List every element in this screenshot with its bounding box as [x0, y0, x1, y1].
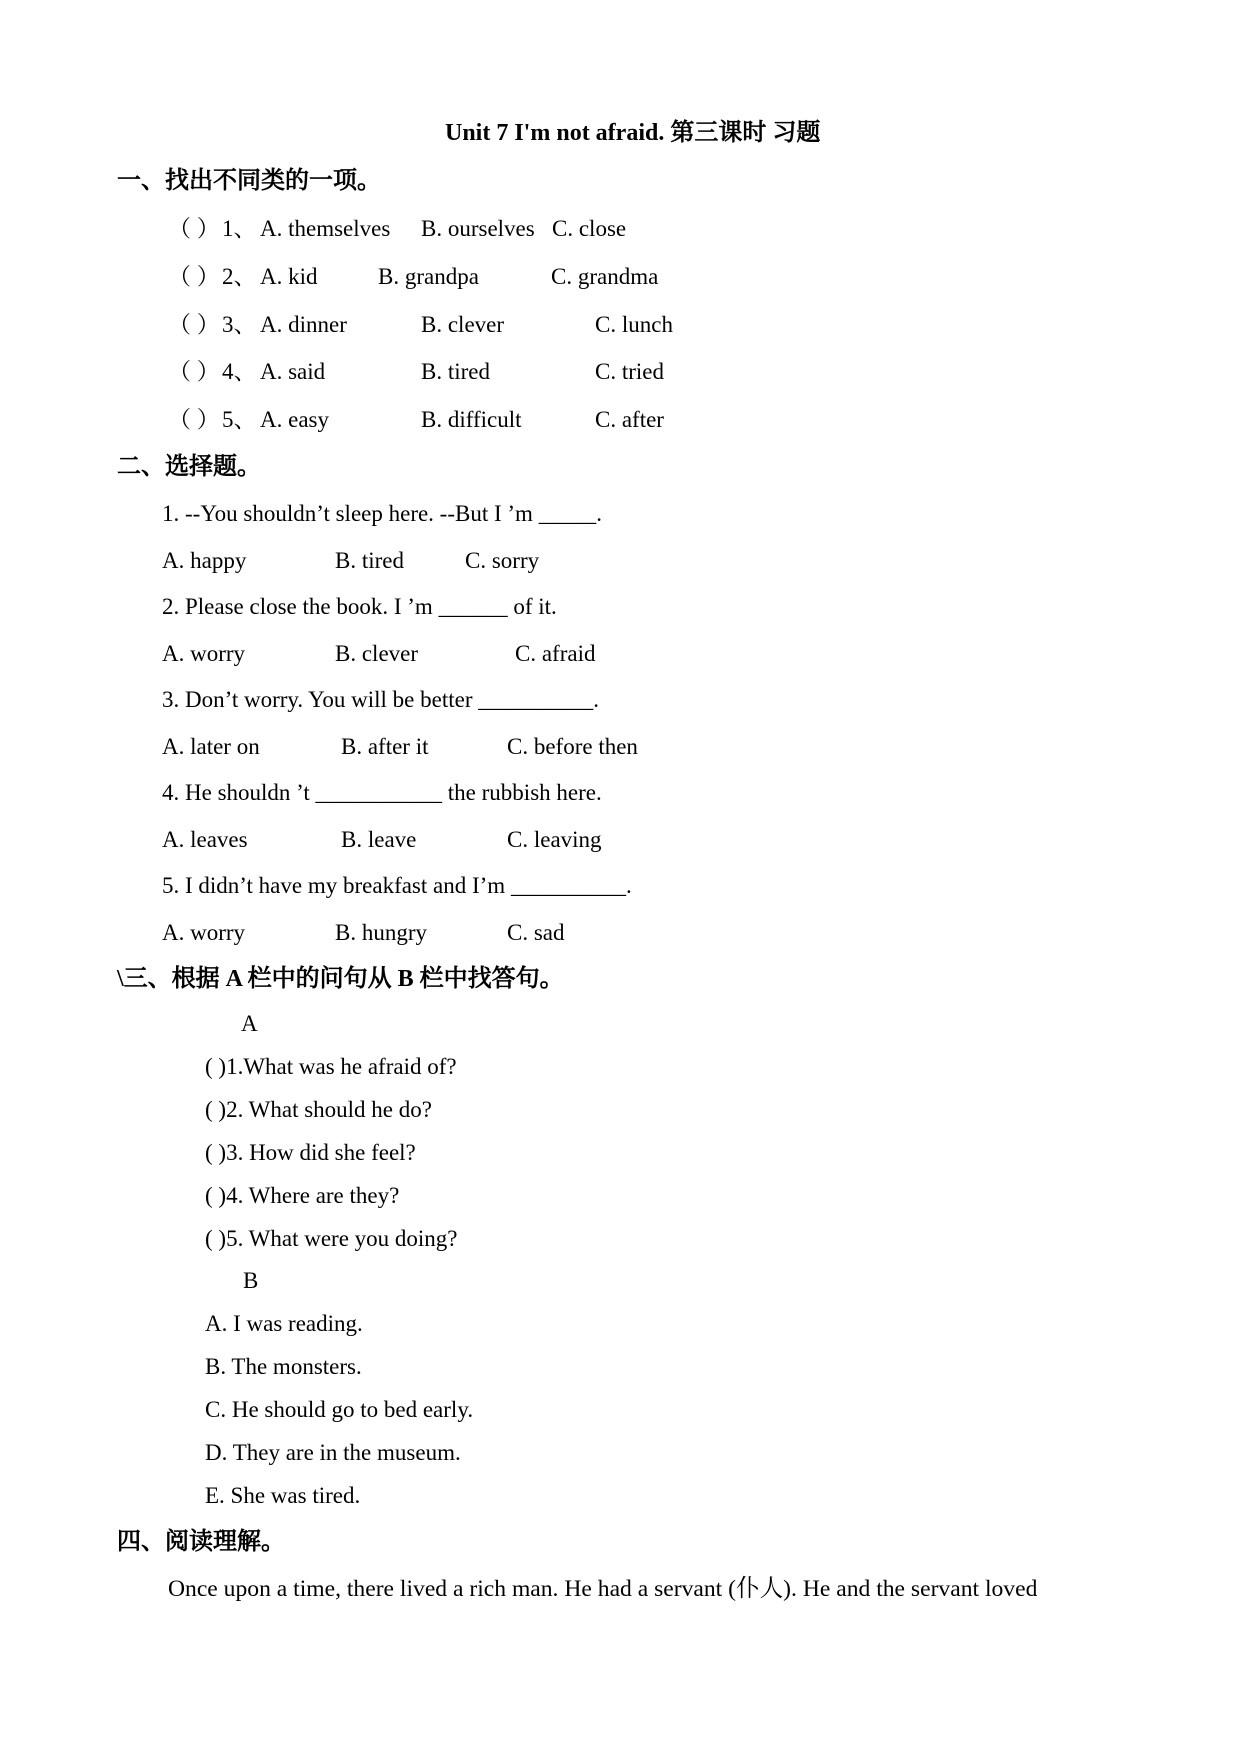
column-b-label: B: [243, 1268, 259, 1293]
item-number: 2、: [222, 264, 257, 289]
match-question-5: ( )5. What were you doing?: [205, 1226, 458, 1251]
page-title: Unit 7 I'm not afraid. 第三课时 习题: [445, 120, 821, 146]
section-4-heading: 四、阅读理解。: [117, 1529, 285, 1555]
match-question-3: ( )3. How did she feel?: [205, 1140, 416, 1165]
match-question-2: ( )2. What should he do?: [205, 1097, 432, 1122]
option-b: B. tired: [335, 548, 404, 573]
option-a: A. said: [260, 359, 326, 384]
s2-question-3: 3. Don’t worry. You will be better __________.: [162, 687, 599, 712]
option-b: B. grandpa: [378, 264, 479, 289]
item-number: 1、: [222, 216, 257, 241]
answer-bracket[interactable]: （ ）: [168, 407, 220, 432]
option-b: B. tired: [421, 359, 490, 384]
option-b: B. clever: [421, 312, 505, 337]
s2-question-2: 2. Please close the book. I ’m ______ of it.: [162, 594, 557, 619]
option-c: C. before then: [507, 734, 638, 759]
reading-paragraph: Once upon a time, there lived a rich man. He had a servant (仆人). He and the servant loved: [168, 1576, 1038, 1602]
option-c: C. tried: [595, 359, 664, 384]
option-c: C. close: [552, 216, 627, 241]
answer-bracket[interactable]: （ ）: [168, 359, 220, 384]
option-b: B. clever: [335, 641, 419, 666]
section-1-heading: 一、找出不同类的一项。: [117, 168, 381, 194]
answer-bracket[interactable]: （ ）: [168, 264, 220, 289]
match-answer-a: A. I was reading.: [205, 1311, 363, 1336]
option-a: A. themselves: [260, 216, 391, 241]
option-c: C. lunch: [595, 312, 673, 337]
option-a: A. easy: [260, 407, 329, 432]
option-b: B. leave: [341, 827, 417, 852]
s2-question-4: 4. He shouldn ’t ___________ the rubbish here.: [162, 780, 602, 805]
option-c: C. leaving: [507, 827, 602, 852]
column-a-label: A: [241, 1011, 258, 1036]
option-c: C. sorry: [465, 548, 540, 573]
match-question-1: ( )1.What was he afraid of?: [205, 1054, 457, 1079]
section-2-heading: 二、选择题。: [117, 454, 261, 480]
option-b: B. ourselves: [421, 216, 535, 241]
match-question-4: ( )4. Where are they?: [205, 1183, 400, 1208]
option-c: C. grandma: [551, 264, 659, 289]
option-b: B. difficult: [421, 407, 522, 432]
match-answer-e: E. She was tired.: [205, 1483, 361, 1508]
match-answer-d: D. They are in the museum.: [205, 1440, 461, 1465]
option-a: A. later on: [162, 734, 260, 759]
option-b: B. hungry: [335, 920, 427, 945]
s2-question-1: 1. --You shouldn’t sleep here. --But I ’m _____.: [162, 501, 602, 526]
section-3-heading: \三、根据 A 栏中的问句从 B 栏中找答句。: [117, 966, 564, 992]
option-a: A. kid: [260, 264, 318, 289]
item-number: 5、: [222, 407, 257, 432]
option-a: A. worry: [162, 641, 246, 666]
option-c: C. afraid: [515, 641, 596, 666]
match-answer-c: C. He should go to bed early.: [205, 1397, 474, 1422]
s2-question-5: 5. I didn’t have my breakfast and I’m __________.: [162, 873, 632, 898]
item-number: 3、: [222, 312, 257, 337]
option-a: A. happy: [162, 548, 247, 573]
option-a: A. leaves: [162, 827, 248, 852]
match-answer-b: B. The monsters.: [205, 1354, 362, 1379]
item-number: 4、: [222, 359, 257, 384]
answer-bracket[interactable]: （ ）: [168, 312, 220, 337]
option-b: B. after it: [341, 734, 429, 759]
option-a: A. worry: [162, 920, 246, 945]
option-c: C. sad: [507, 920, 565, 945]
answer-bracket[interactable]: （ ）: [168, 216, 220, 241]
option-c: C. after: [595, 407, 664, 432]
option-a: A. dinner: [260, 312, 347, 337]
